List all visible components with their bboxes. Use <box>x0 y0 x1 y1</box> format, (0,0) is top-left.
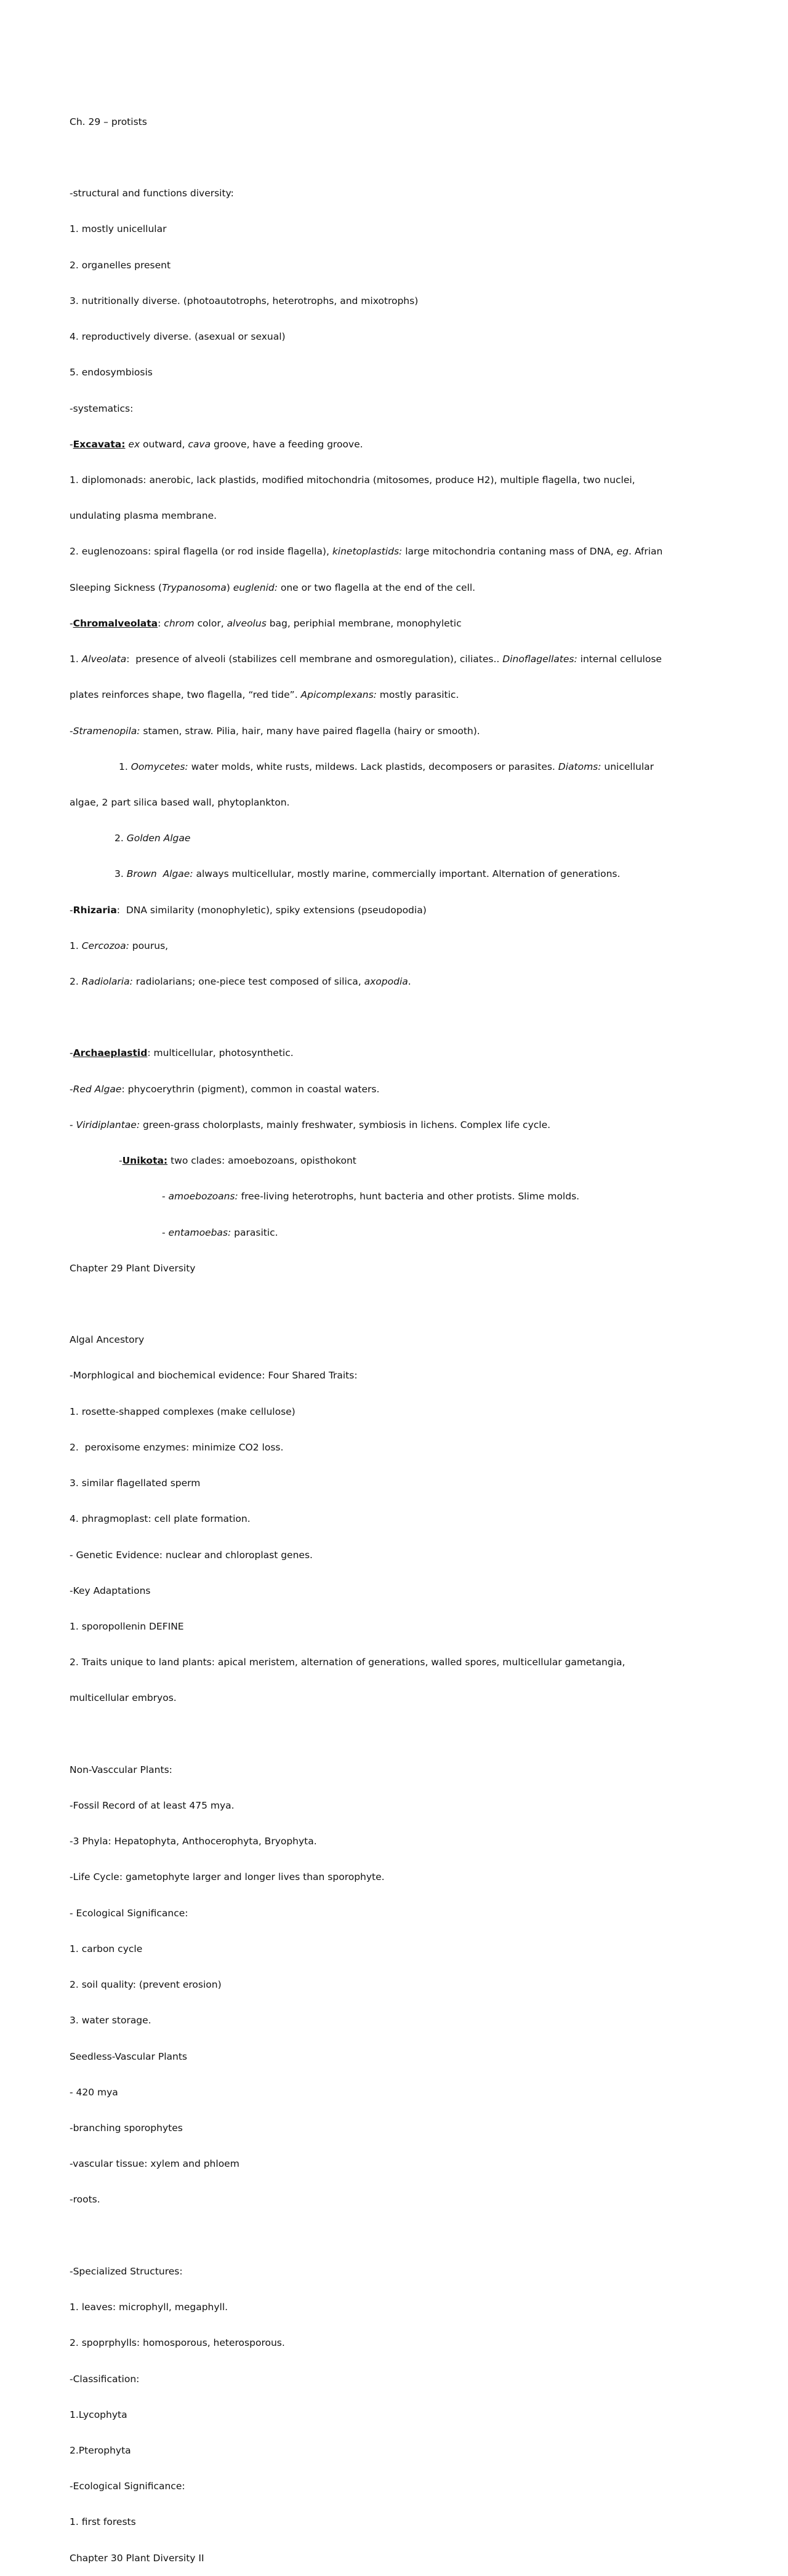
text-line: -Morphlogical and biochemical evidence: Four Shared Traits: <box>70 1370 358 1382</box>
text-line: -Unikota: two clades: amoebozoans, opisthokont <box>119 1155 356 1167</box>
text-line: Algal Ancestory <box>70 1334 145 1346</box>
text-line: -Ecological Significance: <box>70 2481 185 2492</box>
text-line: 1.Lycophyta <box>70 2409 127 2420</box>
text-line: -3 Phyla: Hepatophyta, Anthocerophyta, Bryophyta. <box>70 1836 317 1847</box>
text-line: 1. rosette-shapped complexes (make cellulose) <box>70 1406 296 1417</box>
text-line: 3. Brown Algae: always multicellular, mostly marine, commercially important. Alternation of generations. <box>115 868 621 880</box>
text-line: Chapter 30 Plant Diversity II <box>70 2552 204 2564</box>
text-line: algae, 2 part silica based wall, phytoplankton. <box>70 796 290 808</box>
text-line: 4. reproductively diverse. (asexual or sexual) <box>70 331 286 343</box>
text-line: 2. organelles present <box>70 259 171 271</box>
text-line: 3. water storage. <box>70 2015 151 2026</box>
text-line: 2. euglenozoans: spiral flagella (or rod inside flagella), kinetoplastids: large mitochondria contaning mass of DNA, eg. Afrian <box>70 546 663 558</box>
text-line: - Viridiplantae: green-grass cholorplasts, mainly freshwater, symbiosis in lichens. Complex life cycle. <box>70 1119 551 1130</box>
text-line: Non-Vasccular Plants: <box>70 1764 172 1775</box>
text-line: - 420 mya <box>70 2086 118 2098</box>
text-line: 1. Oomycetes: water molds, white rusts, mildews. Lack plastids, decomposers or parasites. Diatoms: unicellular <box>119 761 654 772</box>
text-line: -Rhizaria: DNA similarity (monophyletic), spiky extensions (pseudopodia) <box>70 904 427 916</box>
text-line: 2. Radiolaria: radiolarians; one-piece test composed of silica, axopodia. <box>70 976 411 988</box>
text-line: 2.Pterophyta <box>70 2444 131 2456</box>
text-line: - amoebozoans: free-living heterotrophs, hunt bacteria and other protists. Slime molds. <box>162 1191 580 1202</box>
text-line: 1. Cercozoa: pourus, <box>70 940 169 951</box>
text-line: 2. peroxisome enzymes: minimize CO2 loss. <box>70 1441 284 1453</box>
text-line: -systematics: <box>70 402 134 414</box>
text-line: undulating plasma membrane. <box>70 510 217 522</box>
text-line: -Key Adaptations <box>70 1585 151 1596</box>
text-line: multicellular embryos. <box>70 1692 177 1704</box>
text-line: -Stramenopila: stamen, straw. Pilia, hair, many have paired flagella (hairy or smooth). <box>70 725 480 737</box>
text-line: Chapter 29 Plant Diversity <box>70 1262 196 1274</box>
text-line: -branching sporophytes <box>70 2122 183 2134</box>
text-line: 3. similar flagellated sperm <box>70 1478 201 1489</box>
text-line: 1. mostly unicellular <box>70 223 167 235</box>
text-line: 2. spoprphylls: homosporous, heterosporous. <box>70 2337 285 2349</box>
text-line: 2. Traits unique to land plants: apical meristem, alternation of generations, walled spores, multicellular gametangia, <box>70 1657 625 1668</box>
text-line: 1. diplomonads: anerobic, lack plastids, modified mitochondria (mitosomes, produce H2), multiple flagella, two nuclei, <box>70 474 635 486</box>
text-line: 1. first forests <box>70 2516 136 2528</box>
text-line: 5. endosymbiosis <box>70 367 153 378</box>
blank-line <box>70 1012 722 1023</box>
text-line: Sleeping Sickness (Trypanosoma) euglenid: one or two flagella at the end of the cell. <box>70 582 476 593</box>
text-line: -Chromalveolata: chrom color, alveolus bag, periphial membrane, monophyletic <box>70 617 462 629</box>
text-line: -Excavata: ex outward, cava groove, have a feeding groove. <box>70 438 363 450</box>
text-line: -structural and functions diversity: <box>70 188 234 199</box>
text-line: 2. soil quality: (prevent erosion) <box>70 1979 222 1991</box>
text-line: 3. nutritionally diverse. (photoautotrophs, heterotrophs, and mixotrophs) <box>70 295 419 306</box>
text-line: -Archaeplastid: multicellular, photosynthetic. <box>70 1047 294 1059</box>
text-line: 1. sporopollenin DEFINE <box>70 1620 184 1632</box>
text-line: 1. leaves: microphyll, megaphyll. <box>70 2302 228 2313</box>
text-line: 2. Golden Algae <box>115 833 191 844</box>
text-line: -Red Algae: phycoerythrin (pigment), common in coastal waters. <box>70 1083 380 1095</box>
text-line: -vascular tissue: xylem and phloem <box>70 2158 239 2170</box>
text-line: -Specialized Structures: <box>70 2265 183 2277</box>
blank-line <box>70 1729 722 1740</box>
text-line: -Fossil Record of at least 475 mya. <box>70 1800 235 1812</box>
blank-line <box>70 2230 722 2242</box>
text-line: 1. carbon cycle <box>70 1943 143 1954</box>
text-line: plates reinforces shape, two flagella, “red tide”. Apicomplexans: mostly parasitic. <box>70 689 459 701</box>
text-line: - Ecological Significance: <box>70 1907 188 1919</box>
blank-line <box>70 1298 722 1310</box>
text-line: -Classification: <box>70 2373 140 2385</box>
text-line: - entamoebas: parasitic. <box>162 1226 278 1238</box>
text-line: Ch. 29 – protists <box>70 116 147 127</box>
text-line: Seedless-Vascular Plants <box>70 2050 187 2062</box>
document-body <box>70 92 722 2576</box>
text-line: 1. Alveolata: presence of alveoli (stabilizes cell membrane and osmoregulation), ciliates.. Dinoflagellates: internal cellulose <box>70 654 662 665</box>
text-line: - Genetic Evidence: nuclear and chloroplast genes. <box>70 1549 313 1561</box>
text-line: -roots. <box>70 2194 100 2206</box>
text-line: 4. phragmoplast: cell plate formation. <box>70 1513 251 1525</box>
blank-line <box>70 152 722 164</box>
text-line: -Life Cycle: gametophyte larger and longer lives than sporophyte. <box>70 1871 385 1883</box>
